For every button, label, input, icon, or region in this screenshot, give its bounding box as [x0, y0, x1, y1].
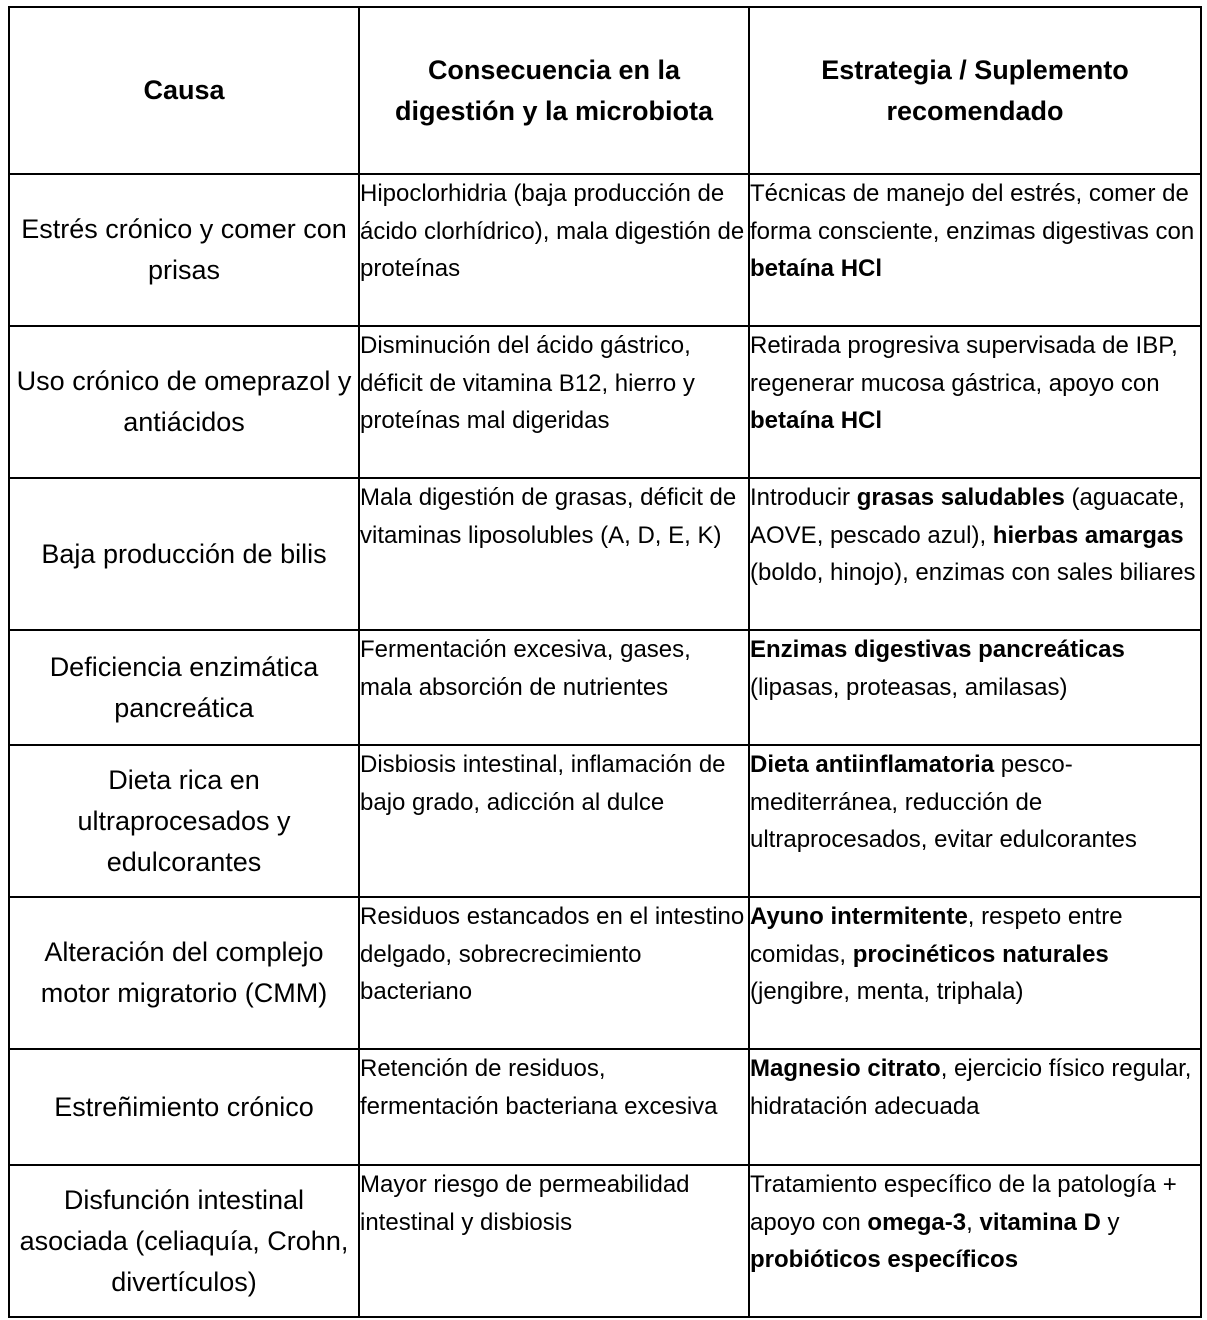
- table-row: [9, 326, 1201, 478]
- highlighted-term: omega-3: [867, 1208, 967, 1236]
- causes-table: [8, 6, 1202, 1318]
- table-row: [9, 745, 1201, 897]
- strategy-cell: [749, 174, 1201, 326]
- highlighted-term: betaína HCl: [750, 255, 883, 282]
- strategy-text: (boldo, hinojo), enzimas con sales biliares: [750, 559, 1196, 586]
- consequence-cell: Hipoclorhidria (baja producción de ácido clorhídrico), mala digestión de proteínas: [359, 174, 749, 326]
- strategy-text: y: [1100, 1208, 1120, 1236]
- header-row: [9, 7, 1201, 174]
- strategy-cell: [749, 1049, 1201, 1165]
- consequence-cell: Mala digestión de grasas, déficit de vitaminas liposolubles (A, D, E, K): [359, 478, 749, 630]
- strategy-text: (aguacate, AOVE, pescado azul),: [750, 484, 1185, 549]
- strategy-text: ,: [966, 1208, 980, 1236]
- strategy-cell: [749, 745, 1201, 897]
- highlighted-term: probióticos específicos: [750, 1246, 1019, 1273]
- header-strategy: Estrategia / Suplemento recomendado: [749, 7, 1201, 174]
- table-row: [9, 1165, 1201, 1317]
- cause-cell: Estreñimiento crónico: [9, 1049, 359, 1165]
- table-row: [9, 478, 1201, 630]
- table-row: [9, 897, 1201, 1049]
- strategy-text: pesco-mediterránea, reducción de ultraprocesados, evitar edulcorantes: [750, 751, 1137, 853]
- strategy-cell: [749, 478, 1201, 630]
- consequence-cell: Disbiosis intestinal, inflamación de bajo grado, adicción al dulce: [359, 745, 749, 897]
- strategy-text: Tratamiento específico de la patología + apoyo con: [750, 1171, 1177, 1236]
- consequence-cell: Fermentación excesiva, gases, mala absorción de nutrientes: [359, 630, 749, 745]
- strategy-cell: [749, 326, 1201, 478]
- highlighted-term: betaína HCl: [750, 407, 883, 434]
- strategy-text: Técnicas de manejo del estrés, comer de forma consciente, enzimas digestivas con: [750, 180, 1195, 245]
- strategy-text: (jengibre, menta, triphala): [750, 978, 1024, 1005]
- highlighted-term: vitamina D: [979, 1208, 1101, 1236]
- strategy-text: (lipasas, proteasas, amilasas): [750, 673, 1068, 701]
- consequence-cell: Retención de residuos, fermentación bacteriana excesiva: [359, 1049, 749, 1165]
- table-row: [9, 1049, 1201, 1165]
- strategy-text: Retirada progresiva supervisada de IBP, regenerar mucosa gástrica, apoyo con: [750, 332, 1178, 397]
- strategy-text: , respeto entre comidas,: [750, 903, 1123, 968]
- consequence-cell: Mayor riesgo de permeabilidad intestinal y disbiosis: [359, 1165, 749, 1317]
- header-cause: Causa: [9, 7, 359, 174]
- cause-cell: Baja producción de bilis: [9, 478, 359, 630]
- consequence-cell: Disminución del ácido gástrico, déficit de vitamina B12, hierro y proteínas mal digeridas: [359, 326, 749, 478]
- highlighted-term: Enzimas digestivas pancreáticas: [750, 636, 1125, 663]
- cause-cell: Estrés crónico y comer con prisas: [9, 174, 359, 326]
- strategy-text: Introducir: [750, 484, 857, 511]
- highlighted-term: grasas saludables: [856, 484, 1065, 511]
- strategy-cell: [749, 897, 1201, 1049]
- highlighted-term: Dieta antiinflamatoria: [750, 751, 995, 778]
- cause-cell: Alteración del complejo motor migratorio (CMM): [9, 897, 359, 1049]
- header-consequence: Consecuencia en la digestión y la microbiota: [359, 7, 749, 174]
- cause-cell: Disfunción intestinal asociada (celiaquía, Crohn, divertículos): [9, 1165, 359, 1317]
- strategy-cell: [749, 1165, 1201, 1317]
- table-row: [9, 630, 1201, 745]
- table-row: [9, 174, 1201, 326]
- highlighted-term: Magnesio citrato: [750, 1055, 941, 1082]
- highlighted-term: procinéticos naturales: [852, 940, 1109, 968]
- cause-cell: Dieta rica en ultraprocesados y edulcorantes: [9, 745, 359, 897]
- highlighted-term: hierbas amargas: [992, 521, 1184, 549]
- highlighted-term: Ayuno intermitente: [750, 903, 968, 930]
- cause-cell: Uso crónico de omeprazol y antiácidos: [9, 326, 359, 478]
- consequence-cell: Residuos estancados en el intestino delgado, sobrecrecimiento bacteriano: [359, 897, 749, 1049]
- strategy-text: , ejercicio físico regular, hidratación adecuada: [750, 1055, 1192, 1120]
- cause-cell: Deficiencia enzimática pancreática: [9, 630, 359, 745]
- strategy-cell: [749, 630, 1201, 745]
